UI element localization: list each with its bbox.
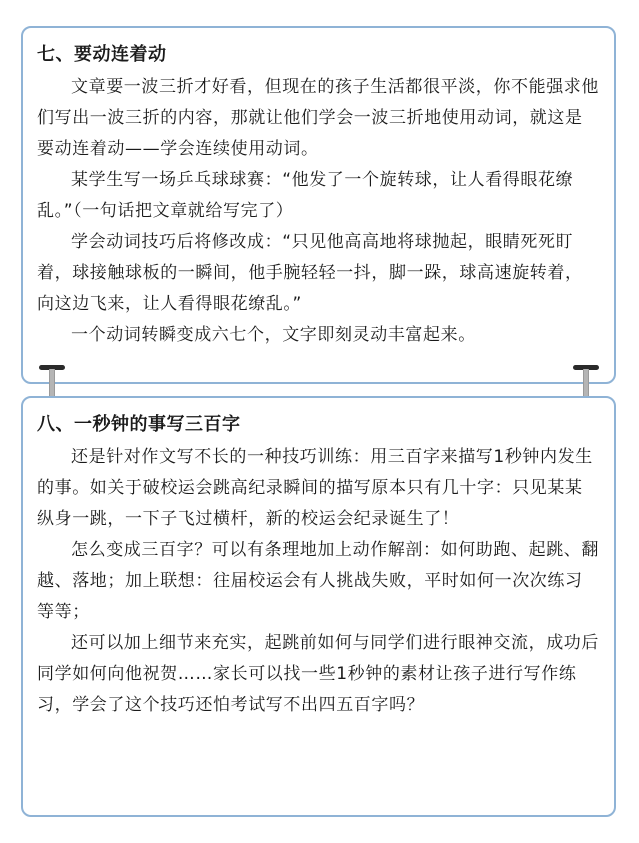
paragraph: 还是针对作文写不长的一种技巧训练：用三百字来描写1秒钟内发生的事。如关于破校运会跳高纪录瞬间的描写原本只有几十字：只见某某纵身一跳，一下子飞过横杆，新的校运会纪录诞生了！ bbox=[37, 447, 593, 529]
paragraph: 某学生写一场乒乓球球赛：“他发了一个旋转球，让人看得眼花缭乱。”（一句话把文章就给写完了） bbox=[37, 170, 574, 221]
section-title: 七、要动连着动 bbox=[37, 44, 167, 65]
section-card-7 bbox=[21, 26, 616, 384]
paragraph: 学会动词技巧后将修改成：“只见他高高地将球抛起，眼睛死死盯着，球接触球板的一瞬间，他手腕轻轻一抖，脚一跺，球高速旋转着，向这边飞来，让人看得眼花缭乱。” bbox=[37, 232, 583, 314]
paragraph: 文章要一波三折才好看，但现在的孩子生活都很平淡，你不能强求他们写出一波三折的内容，那就让他们学会一波三折地使用动词，就这是要动连着动——学会连续使用动词。 bbox=[37, 77, 599, 159]
section-card-8 bbox=[21, 396, 616, 817]
paragraph: 怎么变成三百字？可以有条理地加上动作解剖：如何助跑、起跳、翻越、落地；加上联想：往届校运会有人挑战失败，平时如何一次次练习等等； bbox=[37, 540, 599, 622]
paragraph: 还可以加上细节来充实，起跳前如何与同学们进行眼神交流，成功后同学如何向他祝贺……家长可以找一些1秒钟的素材让孩子进行写作练习，学会了这个技巧还怕考试写不出四五百字吗？ bbox=[37, 633, 599, 715]
paragraph: 一个动词转瞬变成六七个，文字即刻灵动丰富起来。 bbox=[71, 325, 476, 345]
section-title: 八、一秒钟的事写三百字 bbox=[37, 414, 241, 435]
